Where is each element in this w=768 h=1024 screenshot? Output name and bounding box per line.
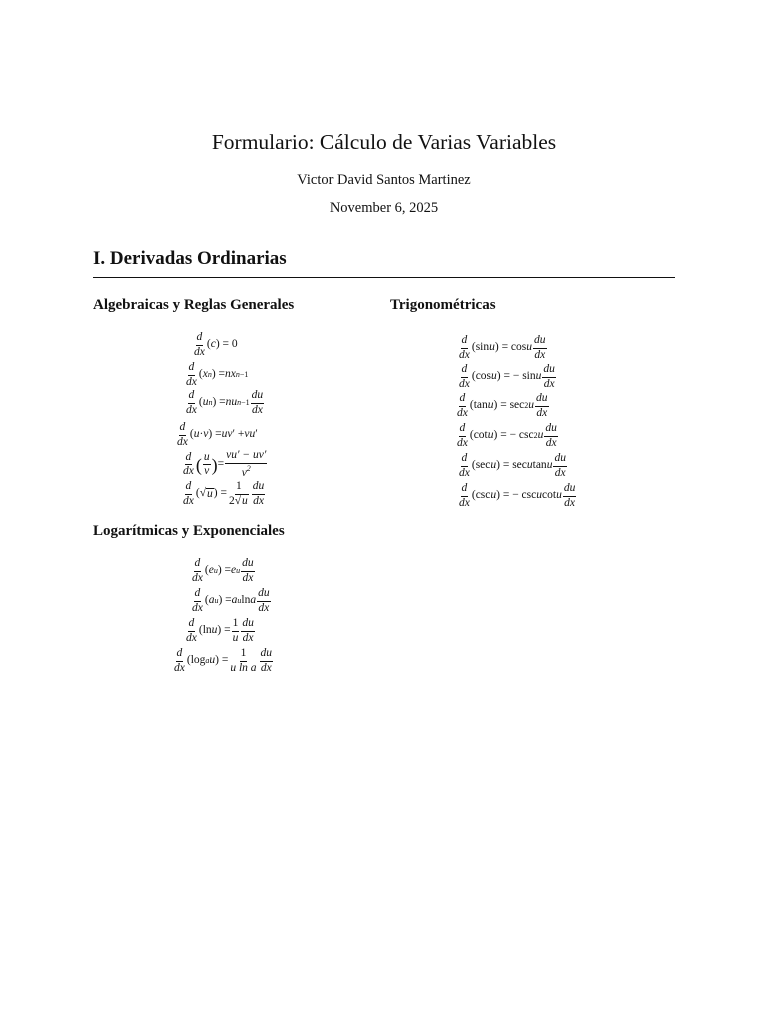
formula-cot: $\frac{d}{dx}$ (cot u ) = − csc 2 u $\frac{du}{dx}$	[457, 422, 557, 449]
subsection-algebraicas: Algebraicas y Reglas Generales	[93, 297, 295, 313]
formula-sqrt: $\frac{d}{dx}$ (√ u ) = $\frac{1}{2√u}$ $\frac{du}{dx}$	[183, 480, 265, 507]
formula-csc: $\frac{d}{dx}$ (csc u ) = − csc u cot u $\frac{du}{dx}$	[459, 482, 576, 509]
section-rule	[93, 277, 675, 278]
document-date: November 6, 2025	[329, 200, 439, 216]
formula-sec: $\frac{d}{dx}$ (sec u ) = sec u tan u $\frac{du}{dx}$	[459, 452, 566, 479]
document-author: Victor David Santos Martinez	[297, 172, 471, 188]
section-heading: I. Derivadas Ordinarias	[93, 248, 287, 269]
formula-tan: $\frac{d}{dx}$ (tan u ) = sec 2 u $\frac{du}{dx}$	[457, 392, 548, 419]
formula-sin: $\frac{d}{dx}$ (sin u ) = cos u $\frac{du}{dx}$	[459, 334, 546, 361]
formula-quotient: $\frac{d}{dx}$ ( $\frac{u}{v}$ ) = $\frac{vu' - uv'}{v^2}$	[183, 449, 267, 479]
formula-exp-a: $\frac{d}{dx}$ ( a u ) = a u ln a $\frac{du}{dx}$	[192, 587, 270, 614]
formula-constant: $\frac{d}{dx}$ ( c ) = 0	[194, 331, 238, 358]
formula-log-a: $\frac{d}{dx}$ (log a u ) = $\frac{1}{\text{u ln a}}$ $\frac{du}{dx}$	[174, 647, 273, 674]
subsection-trigonometricas: Trigonométricas	[390, 297, 496, 313]
formula-power-u: $\frac{d}{dx}$ ( u n ) = nu n−1 $\frac{du}{dx}$	[186, 389, 264, 416]
formula-ln: $\frac{d}{dx}$ (ln u ) = $\frac{1}{u}$ $\frac{du}{dx}$	[186, 617, 254, 644]
formula-exp-e: $\frac{d}{dx}$ ( e u ) = e u $\frac{du}{dx}$	[192, 557, 254, 584]
formula-product: $\frac{d}{dx}$ ( u · v ) = uv ′ + vu ′	[177, 421, 258, 448]
document-title: Formulario: Cálculo de Varias Variables	[211, 130, 557, 154]
subsection-logaritmicas: Logarítmicas y Exponenciales	[93, 523, 285, 539]
formula-cos: $\frac{d}{dx}$ (cos u ) = − sin u $\frac{du}{dx}$	[459, 363, 555, 390]
formula-power-x: $\frac{d}{dx}$ ( x n ) = nx n−1	[186, 361, 249, 388]
